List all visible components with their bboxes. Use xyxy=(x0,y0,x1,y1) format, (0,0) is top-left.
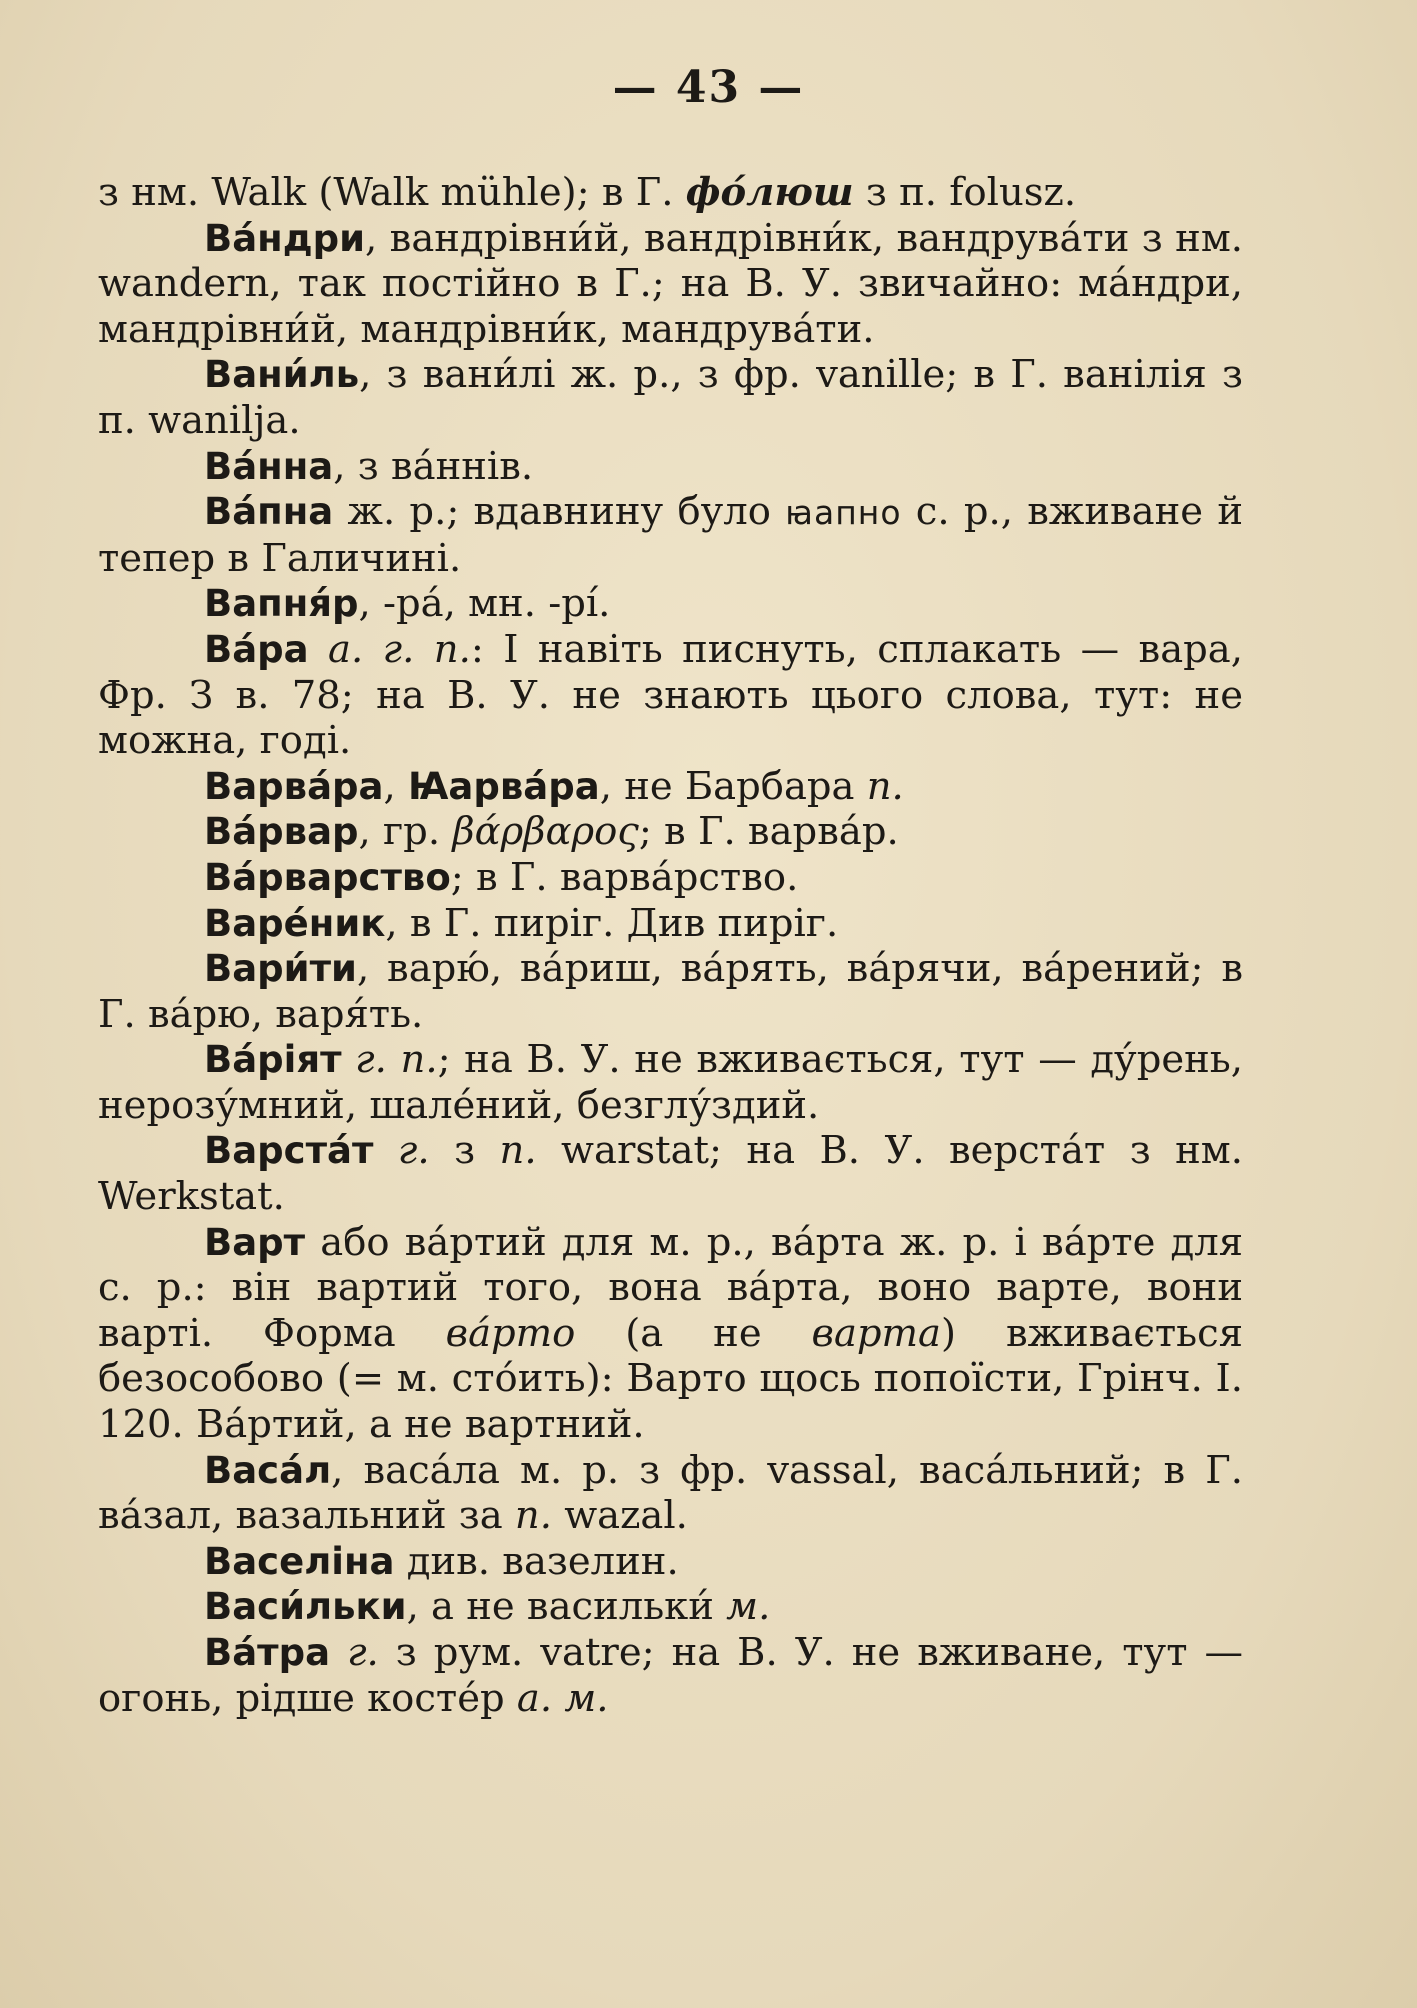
headword: Варе́ник xyxy=(204,901,386,945)
headword: Варста́т xyxy=(204,1129,374,1173)
dictionary-text xyxy=(98,170,1243,1721)
dictionary-entry xyxy=(98,1584,1243,1630)
entry-text: βάρβαρος xyxy=(452,809,639,855)
headword: Ва́ндри xyxy=(204,216,366,260)
dictionary-entry xyxy=(98,1630,1243,1721)
dictionary-entry xyxy=(98,1220,1243,1448)
entry-text: warstat; на В. У. верста́т з нм. Werkstat. xyxy=(98,1128,1243,1220)
headword: Ва́рвар xyxy=(204,810,359,854)
dictionary-entry xyxy=(98,627,1243,764)
entry-text: м. xyxy=(726,1584,771,1630)
headword: Ва́ріят xyxy=(204,1038,342,1082)
entry-text: , а не васильки́ xyxy=(406,1584,727,1630)
entry-text: г. xyxy=(373,1128,430,1174)
entry-text: : І навіть писнуть, сплакать — вара, Фр. З в. 78; на В. У. не знають цього слова, тут: не можна, годі. xyxy=(98,626,1243,764)
entry-text: , xyxy=(383,763,408,809)
headword: Васи́льки xyxy=(204,1585,407,1629)
headword: Ꙗарва́ра xyxy=(407,764,600,808)
entry-text: п. xyxy=(499,1128,537,1174)
dictionary-entry xyxy=(98,444,1243,490)
entry-text: ; на В. У. не вживається, тут — ду́рень, нерозу́мний, шале́ний, безглу́здий. xyxy=(98,1037,1243,1128)
dictionary-entry xyxy=(98,809,1243,855)
dictionary-entry xyxy=(98,1037,1243,1128)
entry-text: (а не xyxy=(575,1310,812,1356)
entry-text: , з ва́ннів. xyxy=(333,443,534,489)
entry-text: з рум. vatre; на В. У. не вживане, тут — огонь, рідше косте́р xyxy=(98,1630,1243,1721)
entry-text: з xyxy=(429,1128,500,1174)
dictionary-entry xyxy=(98,1539,1243,1585)
headword: Варт xyxy=(204,1220,306,1264)
headword: Вапня́р xyxy=(204,582,359,626)
entry-text: с. р., вживане й тепер в Галичині. xyxy=(98,489,1243,581)
entry-text: ꙗапно xyxy=(785,493,902,533)
entry-text: , з вани́лі ж. р., з фр. vanille; в Г. ванілія з п. wanilja. xyxy=(98,352,1243,443)
headword: Ва́ра xyxy=(204,627,309,671)
entry-text: ; в Г. варва́рство. xyxy=(450,854,799,900)
headword: Васа́л xyxy=(204,1448,332,1492)
dictionary-entry xyxy=(98,489,1243,581)
entry-text: , васа́ла м. р. з фр. vassal, васа́льний; в Г. ва́зал, вазальний за xyxy=(98,1447,1243,1539)
headword: Ва́тра xyxy=(204,1631,331,1674)
headword: Вари́ти xyxy=(204,947,357,991)
entry-text: п. xyxy=(866,763,904,809)
entry-text: , -ра́, мн. -рі́. xyxy=(358,581,611,627)
dictionary-entry xyxy=(98,216,1243,353)
headword: Вани́ль xyxy=(204,353,360,397)
entry-text: ва́рто xyxy=(445,1310,576,1356)
entry-text: г. xyxy=(330,1630,379,1675)
entry-text: варта xyxy=(811,1310,941,1356)
headword: Ва́рварство xyxy=(204,855,451,899)
dictionary-entry xyxy=(98,946,1243,1037)
entry-text: з п. folusz. xyxy=(853,170,1077,215)
entry-text: ; в Г. варва́р. xyxy=(638,809,899,855)
headword: Варва́ра xyxy=(204,764,384,808)
entry-text: а. м. xyxy=(516,1675,609,1721)
entry-text: г. п. xyxy=(341,1037,438,1083)
entry-text: , варю́, ва́риш, ва́рять, ва́рячи, ва́рений; в Г. ва́рю, варя́ть. xyxy=(98,946,1243,1037)
dictionary-entry xyxy=(98,170,1243,216)
entry-text: , не Барбара xyxy=(599,763,867,809)
entry-text: п. xyxy=(514,1493,552,1539)
dictionary-entry xyxy=(98,581,1243,627)
dictionary-entry xyxy=(98,764,1243,810)
headword: Васеліна xyxy=(204,1539,395,1583)
entry-text: , вандрівни́й, вандрівни́к, вандрува́ти з нм. wandern, так постійно в Г.; на В. У. звичайно: ма́ндри, мандрівни́й, мандрівни́к, мандрува́ти. xyxy=(98,215,1243,352)
page-number: — 43 — xyxy=(612,62,805,113)
entry-text: з нм. Walk (Walk mühle); в Г. xyxy=(98,170,686,215)
entry-text: ж. р.; вдавнину було xyxy=(333,489,786,535)
entry-text: а. г. п. xyxy=(308,626,471,672)
entry-text: фо́люш xyxy=(685,170,854,215)
headword: Ва́пна xyxy=(204,490,334,534)
entry-text: або ва́ртий для м. р., ва́рта ж. р. і ва́рте для с. р.: він вартий того, вона ва́рта, воно варте, вони варті. Форма xyxy=(98,1219,1243,1356)
entry-text: , в Г. пиріг. Див пиріг. xyxy=(385,900,839,946)
entry-text: wazal. xyxy=(551,1493,688,1539)
headword: Ва́нна xyxy=(204,444,334,488)
dictionary-entry xyxy=(98,1448,1243,1539)
entry-text: див. вазелин. xyxy=(394,1538,679,1584)
dictionary-entry xyxy=(98,1128,1243,1219)
dictionary-entry xyxy=(98,901,1243,947)
dictionary-entry xyxy=(98,352,1243,443)
entry-text: , гр. xyxy=(358,809,453,855)
entry-text: ) вживається безособово (= м. сто́ить): Варто щось попоїсти, Грінч. І. 120. Ва́ртий, а не вартний. xyxy=(98,1310,1243,1448)
dictionary-entry xyxy=(98,855,1243,901)
